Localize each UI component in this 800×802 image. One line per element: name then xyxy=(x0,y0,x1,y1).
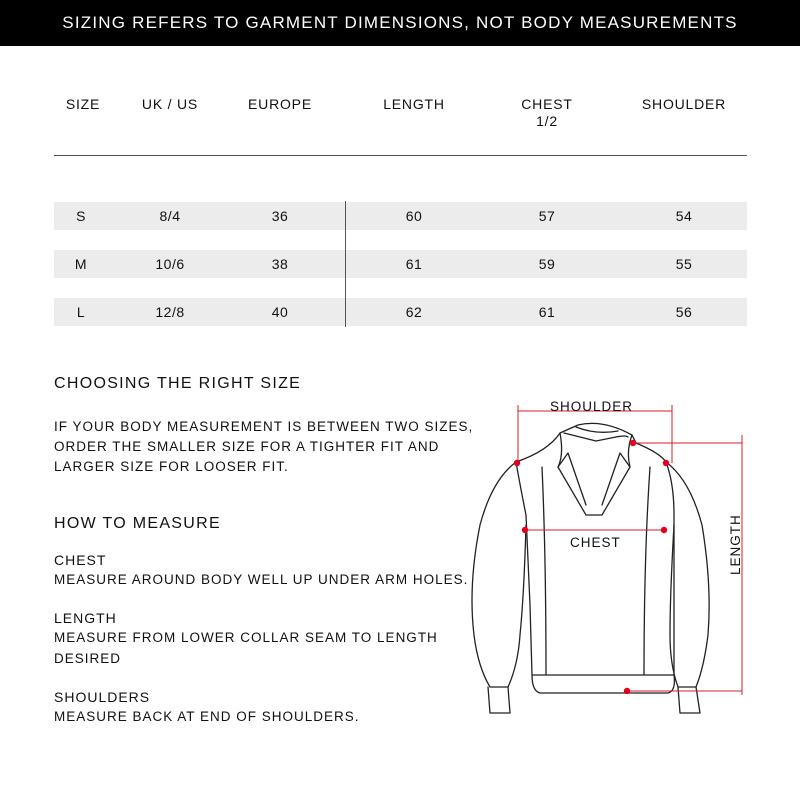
cell-chest: 59 xyxy=(538,256,556,272)
shoulders-label: SHOULDERS xyxy=(54,689,151,705)
cell-chest: 61 xyxy=(538,304,556,320)
cell-europe: 40 xyxy=(271,304,289,320)
header-length xyxy=(374,96,454,113)
header-ukus xyxy=(130,96,210,113)
cell-europe: 38 xyxy=(271,256,289,272)
cell-size: S xyxy=(76,208,86,224)
cell-length: 61 xyxy=(405,256,423,272)
cell-chest: 57 xyxy=(538,208,556,224)
chest-label: CHEST xyxy=(54,552,107,568)
guide-line-1: IF YOUR BODY MEASUREMENT IS BETWEEN TWO SIZES, xyxy=(54,419,474,434)
header-divider xyxy=(54,155,747,156)
length-instruction-2: DESIRED xyxy=(54,651,122,666)
header-length-label: LENGTH xyxy=(383,96,445,112)
cell-shoulder: 55 xyxy=(675,256,693,272)
cell-ukus: 10/6 xyxy=(155,256,185,272)
cell-size: M xyxy=(74,256,88,272)
header-chest xyxy=(507,96,587,130)
garment-diagram xyxy=(460,395,800,725)
banner-text: SIZING REFERS TO GARMENT DIMENSIONS, NOT BODY MEASUREMENTS xyxy=(62,13,738,32)
cell-shoulder: 56 xyxy=(675,304,693,320)
table-row xyxy=(54,298,747,326)
table-column-divider xyxy=(345,201,346,327)
header-shoulder xyxy=(634,96,734,113)
header-europe xyxy=(240,96,320,113)
cell-ukus: 12/8 xyxy=(155,304,185,320)
table-row xyxy=(54,202,747,230)
header-chest-sub: 1/2 xyxy=(536,113,558,129)
header-europe-label: EUROPE xyxy=(248,96,312,112)
cell-size: L xyxy=(76,304,86,320)
diagram-shoulder-label: SHOULDER xyxy=(550,399,634,414)
length-instruction-1: MEASURE FROM LOWER COLLAR SEAM TO LENGTH xyxy=(54,630,438,645)
header-chest-label: CHEST xyxy=(521,96,573,112)
header-ukus-label: UK / US xyxy=(141,96,199,112)
length-label: LENGTH xyxy=(54,610,117,626)
table-row xyxy=(54,250,747,278)
cell-length: 60 xyxy=(405,208,423,224)
diagram-length-label: LENGTH xyxy=(728,514,743,575)
header-size-label: SIZE xyxy=(65,96,101,112)
cell-length: 62 xyxy=(405,304,423,320)
guide-line-2: ORDER THE SMALLER SIZE FOR A TIGHTER FIT AND xyxy=(54,439,440,454)
cell-shoulder: 54 xyxy=(675,208,693,224)
diagram-chest-label: CHEST xyxy=(570,535,621,550)
sweater-sketch xyxy=(460,395,800,725)
shoulders-instruction: MEASURE BACK AT END OF SHOULDERS. xyxy=(54,709,360,724)
chest-instruction: MEASURE AROUND BODY WELL UP UNDER ARM HOLES. xyxy=(54,572,469,587)
header-size xyxy=(54,96,112,113)
header-shoulder-label: SHOULDER xyxy=(641,96,727,112)
cell-europe: 36 xyxy=(271,208,289,224)
how-to-measure-heading: HOW TO MEASURE xyxy=(54,515,221,532)
guide-line-3: LARGER SIZE FOR LOOSER FIT. xyxy=(54,459,289,474)
header-banner xyxy=(0,0,800,46)
choosing-size-heading: CHOOSING THE RIGHT SIZE xyxy=(54,375,302,392)
cell-ukus: 8/4 xyxy=(159,208,181,224)
